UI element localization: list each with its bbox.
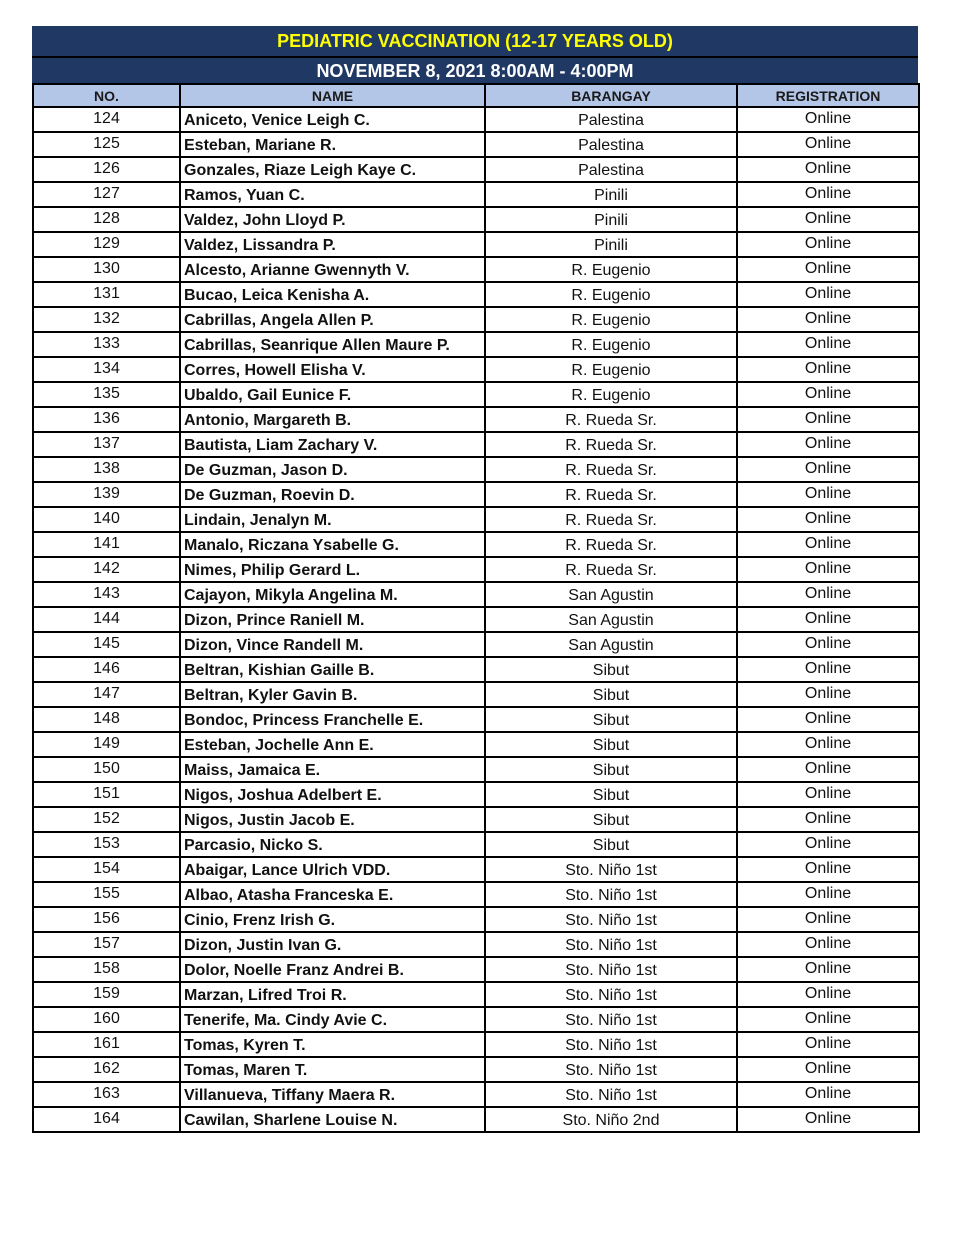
barangay-cell: R. Eugenio [485, 307, 737, 332]
barangay-cell: Sibut [485, 832, 737, 857]
table-row [33, 932, 919, 957]
barangay-cell: R. Rueda Sr. [485, 532, 737, 557]
row-number-cell: 135 [33, 382, 180, 407]
registration-cell: Online [737, 932, 919, 957]
row-number-cell: 159 [33, 982, 180, 1007]
row-number-cell: 125 [33, 132, 180, 157]
row-number-cell: 163 [33, 1082, 180, 1107]
row-number-cell: 160 [33, 1007, 180, 1032]
name-cell: Esteban, Jochelle Ann E. [180, 732, 485, 757]
barangay-cell: Sto. Niño 1st [485, 982, 737, 1007]
registration-cell: Online [737, 1107, 919, 1132]
row-number-cell: 139 [33, 482, 180, 507]
name-cell: Ramos, Yuan C. [180, 182, 485, 207]
row-number-cell: 148 [33, 707, 180, 732]
row-number-cell: 137 [33, 432, 180, 457]
row-number-cell: 145 [33, 632, 180, 657]
table-row [33, 357, 919, 382]
schedule-banner: NOVEMBER 8, 2021 8:00AM - 4:00PM [32, 56, 918, 83]
row-number-cell: 152 [33, 807, 180, 832]
registration-cell: Online [737, 957, 919, 982]
barangay-cell: R. Rueda Sr. [485, 482, 737, 507]
name-cell: Tomas, Maren T. [180, 1057, 485, 1082]
name-cell: Maiss, Jamaica E. [180, 757, 485, 782]
registration-cell: Online [737, 182, 919, 207]
registration-cell: Online [737, 707, 919, 732]
name-cell: Parcasio, Nicko S. [180, 832, 485, 857]
table-row [33, 832, 919, 857]
table-row [33, 407, 919, 432]
registration-cell: Online [737, 982, 919, 1007]
row-number-cell: 131 [33, 282, 180, 307]
row-number-cell: 127 [33, 182, 180, 207]
registration-cell: Online [737, 657, 919, 682]
registration-cell: Online [737, 207, 919, 232]
page-title: PEDIATRIC VACCINATION (12-17 YEARS OLD) [32, 26, 918, 56]
row-number-cell: 144 [33, 607, 180, 632]
table-row [33, 782, 919, 807]
table-row [33, 1032, 919, 1057]
row-number-cell: 136 [33, 407, 180, 432]
name-cell: Bautista, Liam Zachary V. [180, 432, 485, 457]
registration-cell: Online [737, 907, 919, 932]
name-cell: Beltran, Kyler Gavin B. [180, 682, 485, 707]
barangay-cell: Pinili [485, 182, 737, 207]
row-number-cell: 128 [33, 207, 180, 232]
row-number-cell: 158 [33, 957, 180, 982]
registration-cell: Online [737, 507, 919, 532]
row-number-cell: 161 [33, 1032, 180, 1057]
name-cell: Manalo, Riczana Ysabelle G. [180, 532, 485, 557]
name-cell: Valdez, John Lloyd P. [180, 207, 485, 232]
registration-cell: Online [737, 257, 919, 282]
table-row [33, 332, 919, 357]
registration-cell: Online [737, 1057, 919, 1082]
table-row [33, 307, 919, 332]
name-cell: De Guzman, Jason D. [180, 457, 485, 482]
table-row [33, 282, 919, 307]
table-row [33, 882, 919, 907]
row-number-cell: 157 [33, 932, 180, 957]
name-cell: Corres, Howell Elisha V. [180, 357, 485, 382]
barangay-cell: R. Eugenio [485, 332, 737, 357]
barangay-cell: San Agustin [485, 607, 737, 632]
name-cell: Cajayon, Mikyla Angelina M. [180, 582, 485, 607]
table-row [33, 182, 919, 207]
barangay-cell: Sibut [485, 657, 737, 682]
header-row [33, 84, 919, 107]
row-number-cell: 140 [33, 507, 180, 532]
row-number-cell: 149 [33, 732, 180, 757]
registration-cell: Online [737, 557, 919, 582]
name-cell: Gonzales, Riaze Leigh Kaye C. [180, 157, 485, 182]
name-cell: Ubaldo, Gail Eunice F. [180, 382, 485, 407]
registration-cell: Online [737, 782, 919, 807]
table-row [33, 632, 919, 657]
row-number-cell: 124 [33, 107, 180, 132]
name-cell: Valdez, Lissandra P. [180, 232, 485, 257]
registration-cell: Online [737, 857, 919, 882]
table-row [33, 657, 919, 682]
table-row [33, 1107, 919, 1132]
barangay-cell: Sto. Niño 1st [485, 857, 737, 882]
row-number-cell: 147 [33, 682, 180, 707]
table-row [33, 757, 919, 782]
registration-cell: Online [737, 632, 919, 657]
name-cell: Cabrillas, Seanrique Allen Maure P. [180, 332, 485, 357]
barangay-cell: Sto. Niño 2nd [485, 1107, 737, 1132]
name-cell: Albao, Atasha Franceska E. [180, 882, 485, 907]
name-cell: Esteban, Mariane R. [180, 132, 485, 157]
name-cell: Tomas, Kyren T. [180, 1032, 485, 1057]
table-row [33, 382, 919, 407]
row-number-cell: 134 [33, 357, 180, 382]
name-cell: Villanueva, Tiffany Maera R. [180, 1082, 485, 1107]
table-row [33, 107, 919, 132]
name-cell: Marzan, Lifred Troi R. [180, 982, 485, 1007]
row-number-cell: 153 [33, 832, 180, 857]
name-cell: Nigos, Joshua Adelbert E. [180, 782, 485, 807]
barangay-cell: Palestina [485, 132, 737, 157]
barangay-cell: San Agustin [485, 582, 737, 607]
barangay-cell: R. Eugenio [485, 382, 737, 407]
registration-cell: Online [737, 307, 919, 332]
registration-cell: Online [737, 1007, 919, 1032]
table-row [33, 682, 919, 707]
name-cell: Aniceto, Venice Leigh C. [180, 107, 485, 132]
table-header [33, 84, 919, 107]
table-row [33, 157, 919, 182]
registration-cell: Online [737, 582, 919, 607]
table-row [33, 707, 919, 732]
registration-cell: Online [737, 332, 919, 357]
barangay-cell: R. Rueda Sr. [485, 507, 737, 532]
table-row [33, 482, 919, 507]
row-number-cell: 143 [33, 582, 180, 607]
column-header-registration: REGISTRATION [737, 84, 919, 107]
row-number-cell: 142 [33, 557, 180, 582]
registration-cell: Online [737, 107, 919, 132]
name-cell: Dizon, Vince Randell M. [180, 632, 485, 657]
name-cell: Dolor, Noelle Franz Andrei B. [180, 957, 485, 982]
barangay-cell: Sibut [485, 757, 737, 782]
registration-cell: Online [737, 1032, 919, 1057]
barangay-cell: Palestina [485, 157, 737, 182]
registration-cell: Online [737, 607, 919, 632]
barangay-cell: R. Rueda Sr. [485, 432, 737, 457]
row-number-cell: 129 [33, 232, 180, 257]
barangay-cell: Sto. Niño 1st [485, 882, 737, 907]
registration-cell: Online [737, 807, 919, 832]
name-cell: Beltran, Kishian Gaille B. [180, 657, 485, 682]
registration-cell: Online [737, 407, 919, 432]
registration-cell: Online [737, 432, 919, 457]
row-number-cell: 141 [33, 532, 180, 557]
table-row [33, 807, 919, 832]
row-number-cell: 126 [33, 157, 180, 182]
registration-cell: Online [737, 882, 919, 907]
table-row [33, 732, 919, 757]
row-number-cell: 164 [33, 1107, 180, 1132]
registration-cell: Online [737, 1082, 919, 1107]
registration-cell: Online [737, 457, 919, 482]
row-number-cell: 151 [33, 782, 180, 807]
vaccination-table [32, 83, 920, 1133]
barangay-cell: Sibut [485, 807, 737, 832]
barangay-cell: Sibut [485, 732, 737, 757]
row-number-cell: 162 [33, 1057, 180, 1082]
table-row [33, 257, 919, 282]
name-cell: Abaigar, Lance Ulrich VDD. [180, 857, 485, 882]
barangay-cell: R. Eugenio [485, 357, 737, 382]
barangay-cell: Sto. Niño 1st [485, 1057, 737, 1082]
row-number-cell: 155 [33, 882, 180, 907]
barangay-cell: R. Eugenio [485, 257, 737, 282]
barangay-cell: Sibut [485, 707, 737, 732]
name-cell: Alcesto, Arianne Gwennyth V. [180, 257, 485, 282]
table-row [33, 1057, 919, 1082]
name-cell: Nimes, Philip Gerard L. [180, 557, 485, 582]
name-cell: Dizon, Justin Ivan G. [180, 932, 485, 957]
registration-cell: Online [737, 357, 919, 382]
registration-cell: Online [737, 757, 919, 782]
barangay-cell: Palestina [485, 107, 737, 132]
barangay-cell: San Agustin [485, 632, 737, 657]
barangay-cell: Sto. Niño 1st [485, 907, 737, 932]
row-number-cell: 150 [33, 757, 180, 782]
vaccination-list-sheet [32, 26, 918, 1133]
barangay-cell: Sto. Niño 1st [485, 957, 737, 982]
name-cell: Cawilan, Sharlene Louise N. [180, 1107, 485, 1132]
row-number-cell: 133 [33, 332, 180, 357]
barangay-cell: R. Rueda Sr. [485, 557, 737, 582]
table-row [33, 207, 919, 232]
barangay-cell: Pinili [485, 207, 737, 232]
registration-cell: Online [737, 132, 919, 157]
name-cell: Antonio, Margareth B. [180, 407, 485, 432]
table-row [33, 532, 919, 557]
registration-cell: Online [737, 682, 919, 707]
barangay-cell: R. Eugenio [485, 282, 737, 307]
row-number-cell: 146 [33, 657, 180, 682]
row-number-cell: 130 [33, 257, 180, 282]
name-cell: Dizon, Prince Raniell M. [180, 607, 485, 632]
barangay-cell: Sibut [485, 682, 737, 707]
name-cell: Cinio, Frenz Irish G. [180, 907, 485, 932]
table-row [33, 1007, 919, 1032]
name-cell: Bondoc, Princess Franchelle E. [180, 707, 485, 732]
table-row [33, 132, 919, 157]
barangay-cell: R. Rueda Sr. [485, 407, 737, 432]
row-number-cell: 156 [33, 907, 180, 932]
name-cell: De Guzman, Roevin D. [180, 482, 485, 507]
column-header-barangay: BARANGAY [485, 84, 737, 107]
table-row [33, 1082, 919, 1107]
registration-cell: Online [737, 532, 919, 557]
column-header-no: NO. [33, 84, 180, 107]
table-row [33, 607, 919, 632]
table-row [33, 557, 919, 582]
table-row [33, 457, 919, 482]
table-body [33, 107, 919, 1132]
table-row [33, 582, 919, 607]
row-number-cell: 132 [33, 307, 180, 332]
barangay-cell: Pinili [485, 232, 737, 257]
barangay-cell: Sto. Niño 1st [485, 1007, 737, 1032]
table-row [33, 982, 919, 1007]
barangay-cell: Sto. Niño 1st [485, 1082, 737, 1107]
table-row [33, 907, 919, 932]
row-number-cell: 138 [33, 457, 180, 482]
name-cell: Nigos, Justin Jacob E. [180, 807, 485, 832]
registration-cell: Online [737, 157, 919, 182]
table-row [33, 857, 919, 882]
name-cell: Tenerife, Ma. Cindy Avie C. [180, 1007, 485, 1032]
barangay-cell: Sto. Niño 1st [485, 932, 737, 957]
table-row [33, 957, 919, 982]
column-header-name: NAME [180, 84, 485, 107]
registration-cell: Online [737, 232, 919, 257]
registration-cell: Online [737, 832, 919, 857]
registration-cell: Online [737, 732, 919, 757]
row-number-cell: 154 [33, 857, 180, 882]
name-cell: Lindain, Jenalyn M. [180, 507, 485, 532]
name-cell: Bucao, Leica Kenisha A. [180, 282, 485, 307]
barangay-cell: Sto. Niño 1st [485, 1032, 737, 1057]
barangay-cell: Sibut [485, 782, 737, 807]
registration-cell: Online [737, 282, 919, 307]
table-row [33, 432, 919, 457]
barangay-cell: R. Rueda Sr. [485, 457, 737, 482]
registration-cell: Online [737, 482, 919, 507]
registration-cell: Online [737, 382, 919, 407]
table-row [33, 507, 919, 532]
name-cell: Cabrillas, Angela Allen P. [180, 307, 485, 332]
table-row [33, 232, 919, 257]
